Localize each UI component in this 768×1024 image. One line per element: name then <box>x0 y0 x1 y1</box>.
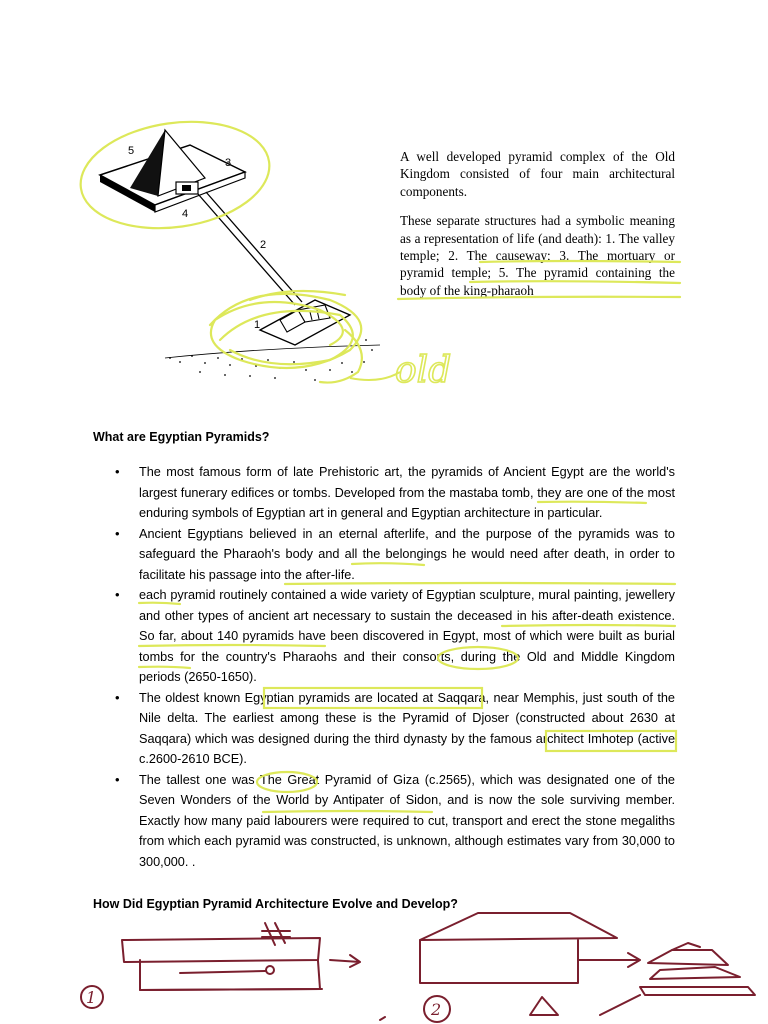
list-item: • The most famous form of late Prehistoric art, the pyramids of Ancient Egypt are the world's largest funerary edifices or tombs. Developed from the mastaba tomb, they are one of the most enduring symbols of Egyptian art in general and Egyptian architecture in particular. <box>93 462 675 524</box>
figure-label-4: 4 <box>182 208 189 220</box>
list-item: • each pyramid routinely contained a wide variety of Egyptian sculpture, mural painting, jewellery and other types of ancient art necessary to sustain the deceased in his after-death existence. So far, about 140 pyramids have been discovered in Egypt, most of which were built as burial tombs for the country's Pharaohs and their consorts, during the Old and Middle Kingdom periods (2650-1650). <box>93 585 675 688</box>
list-item: • Ancient Egyptians believed in an eternal afterlife, and the purpose of the pyramids was to safeguard the Pharaoh's body and all the belongings he would need after death, in order to facilitate his passage into the after-life. <box>93 524 675 586</box>
ground-dots <box>169 339 373 381</box>
pyramid-complex-illustration <box>80 100 400 390</box>
list-item: • The oldest known Egyptian pyramids are located at Saqqara, near Memphis, just south of the Nile delta. The earliest among these is the Pyramid of Djoser (constructed about 2630 at Saqqara) which was designed during the third dynasty by the famous architect Imhotep (active c.2600-2610 BCE). <box>93 688 675 770</box>
evolution-sketches <box>0 905 768 1024</box>
intro-text <box>400 148 675 311</box>
sketch-number-2: 2 <box>431 1000 442 1019</box>
section-heading-what-are-pyramids: What are Egyptian Pyramids? <box>93 430 270 444</box>
pyramid-facts-list <box>93 462 675 872</box>
figure-label-5: 5 <box>128 145 135 157</box>
handwritten-old: old <box>395 350 452 391</box>
figure-label-1: 1 <box>254 319 261 331</box>
list-item: • The tallest one was The Great Pyramid of Giza (c.2565), which was designated one of the Seven Wonders of the World by Antipater of Sidon, and is now the sole surviving member. Exactly how many paid labourers were required to cut, transport and erect the stone megaliths from which each pyramid was constructed, is unknown, although estimates vary from 30,000 to 300,000. . <box>93 770 675 873</box>
sketch-number-1: 1 <box>86 988 97 1007</box>
intro-paragraph-1: A well developed pyramid complex of the Old Kingdom consisted of four main architectural components. <box>400 149 675 199</box>
section-heading-evolution: How Did Egyptian Pyramid Architecture Evolve and Develop? <box>93 897 458 911</box>
figure-label-2: 2 <box>260 239 267 251</box>
intro-paragraph-2: These separate structures had a symbolic meaning as a representation of life (and death): 1. The valley temple; 2. The causeway; 3. The mortuary or pyramid temple; 5. The pyramid containing the body of the king-pharaoh <box>400 213 675 298</box>
mastaba-top-sketch <box>122 938 320 962</box>
figure-label-3: 3 <box>225 157 232 169</box>
